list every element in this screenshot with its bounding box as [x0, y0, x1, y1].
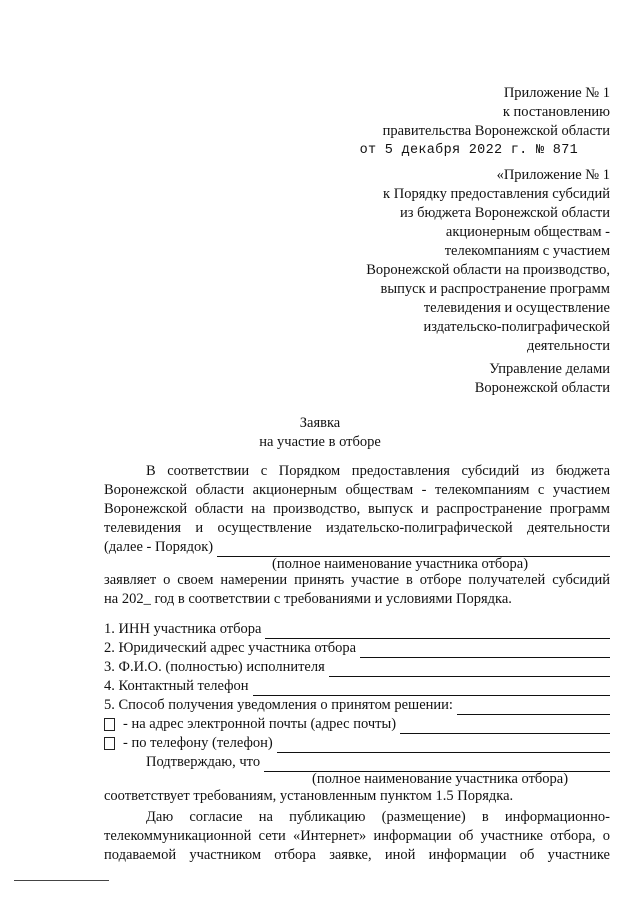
phone-option-row: [104, 734, 610, 753]
inn-label: 1. ИНН участника отбора: [104, 621, 262, 637]
email-field[interactable]: [400, 718, 610, 734]
footnote-separator: [14, 880, 109, 881]
fio-field[interactable]: [329, 661, 610, 677]
addressee-line: Воронежской области: [474, 380, 610, 396]
fio-label: 3. Ф.И.О. (полностью) исполнителя: [104, 659, 325, 675]
notify-label: 5. Способ получения уведомления о принятом решении:: [104, 697, 453, 713]
order-annex-line: из бюджета Воронежской области: [399, 205, 610, 221]
inn-row: [104, 620, 610, 639]
annex-government: правительства Воронежской области: [382, 123, 610, 139]
email-option-row: [104, 715, 610, 734]
declaration-paragraph: [104, 571, 610, 609]
consent-line: Даю согласие на публикацию (размещение) в информационно-: [146, 809, 610, 825]
intro-line: Воронежской области акционерным обществам - телекомпаниям с участием: [104, 482, 610, 498]
address-field[interactable]: [360, 642, 610, 658]
confirm-requirements: соответствует требованиям, установленным пунктом 1.5 Порядка.: [104, 788, 514, 804]
phone-label: 4. Контактный телефон: [104, 678, 249, 694]
notify-field[interactable]: [457, 699, 610, 715]
intro-line: Воронежской области на производство, выпуск и распространение программ: [104, 501, 610, 517]
address-label: 2. Юридический адрес участника отбора: [104, 640, 357, 656]
confirm-label: Подтверждаю, что: [146, 754, 261, 770]
phone-row: [104, 677, 610, 696]
order-annex-line: издательско-полиграфической: [423, 319, 610, 335]
order-annex-line: телевидения и осуществление: [423, 300, 610, 316]
addressee: [475, 360, 610, 398]
title-line: на участие в отборе: [259, 434, 381, 450]
fio-row: [104, 658, 610, 677]
annex-header: [360, 84, 610, 160]
order-annex-line: Воронежской области на производство,: [366, 262, 610, 278]
phone-option-field[interactable]: [277, 737, 610, 753]
notify-row: [104, 696, 610, 715]
order-abbrev-label: (далее - Порядок): [104, 539, 214, 555]
title-line: Заявка: [299, 415, 341, 431]
email-option-label: - на адрес электронной почты (адрес почты): [123, 716, 397, 732]
declaration-line: на 202_ год в соответствии с требованиями и условиями Порядка.: [104, 591, 512, 607]
phone-field[interactable]: [253, 680, 610, 696]
addressee-line: Управление делами: [489, 361, 610, 377]
phone-option-label: - по телефону (телефон): [123, 735, 273, 751]
order-annex-line: «Приложение № 1: [496, 167, 610, 183]
phone-option-checkbox[interactable]: [104, 737, 115, 750]
participant-name-caption: (полное наименование участника отбора): [272, 556, 529, 572]
order-annex-line: деятельности: [526, 338, 610, 354]
confirm-caption: (полное наименование участника отбора): [312, 771, 569, 787]
order-annex-line: выпуск и распространение программ: [380, 281, 610, 297]
consent-line: подаваемой участником отбора заявке, иной информации об участнике: [104, 847, 610, 863]
declaration-line: заявляет о своем намерении принять участие в отборе получателей субсидий: [104, 572, 610, 588]
order-annex-line: телекомпаниям с участием: [444, 243, 610, 259]
annex-date-number: от 5 декабря 2022 г. № 871: [359, 143, 578, 158]
document-title: [0, 414, 640, 452]
order-annex-header: [366, 166, 610, 356]
consent-line: телекоммуникационной сети «Интернет» информации об участнике отбора, о: [104, 828, 610, 844]
order-annex-line: акционерным обществам -: [445, 224, 610, 240]
intro-paragraph: [104, 462, 610, 538]
annex-number: Приложение № 1: [503, 85, 610, 101]
address-row: [104, 639, 610, 658]
order-annex-line: к Порядку предоставления субсидий: [383, 186, 610, 202]
inn-field[interactable]: [265, 623, 610, 639]
intro-line: В соответствии с Порядком предоставления субсидий из бюджета: [146, 463, 610, 479]
email-option-checkbox[interactable]: [104, 718, 115, 731]
intro-line: телевидения и осуществление издательско-полиграфической деятельности: [104, 520, 610, 536]
consent-paragraph: [104, 808, 610, 865]
annex-to-resolution: к постановлению: [502, 104, 610, 120]
